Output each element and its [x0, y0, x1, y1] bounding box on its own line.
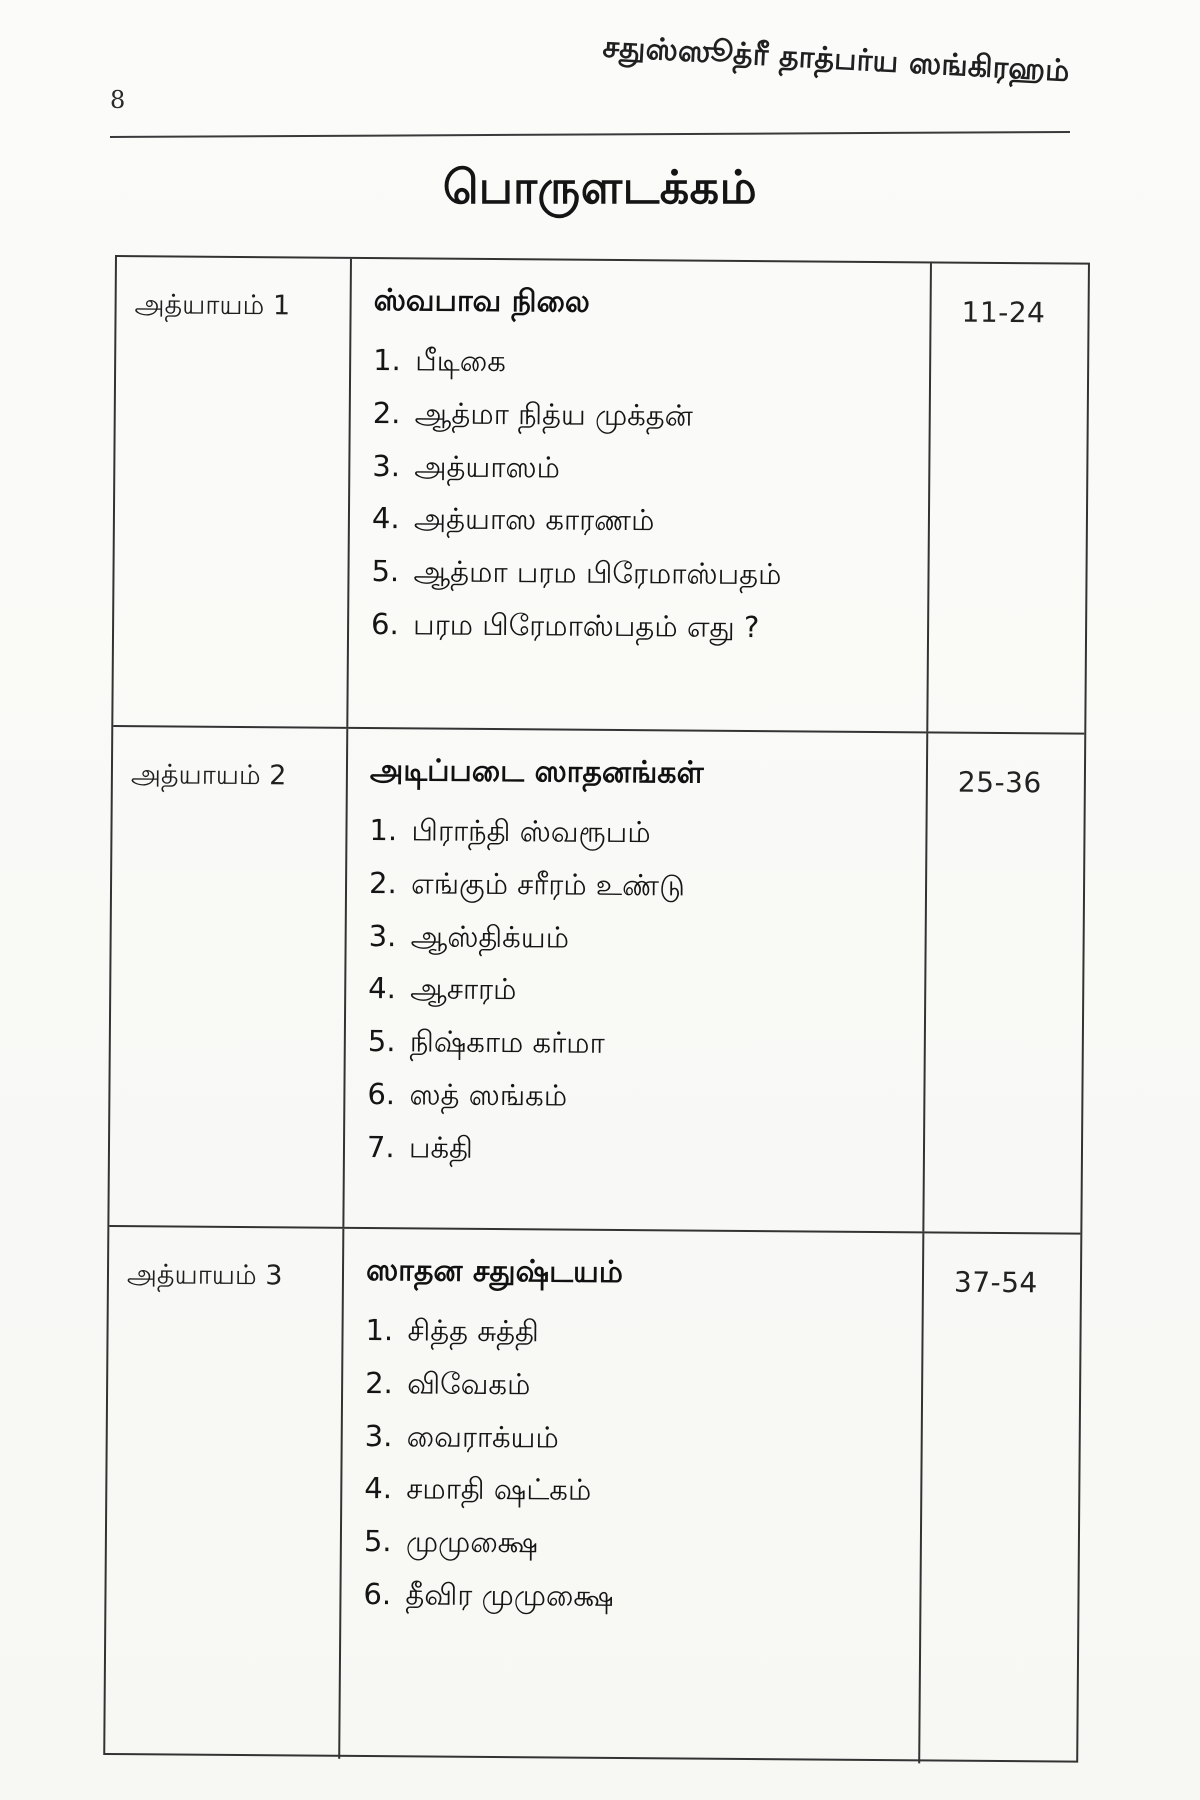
section-number: 6. [370, 606, 399, 642]
section-title: அத்யாஸம் [414, 448, 561, 485]
page-range: 25-36 [957, 765, 1042, 800]
section-title: பீடிகை [415, 343, 506, 379]
section-title: ஆசாரம் [410, 971, 517, 1007]
section-number: 4. [364, 1471, 393, 1506]
chapter-content-cell [344, 729, 928, 1232]
section-title: ஆத்மா நித்ய முக்தன் [414, 396, 693, 433]
chapter-row [109, 727, 1084, 1235]
section-list [367, 804, 926, 1178]
section-item [373, 334, 929, 391]
section-item [364, 1515, 920, 1572]
page-range: 11-24 [961, 295, 1046, 330]
chapter-pages-cell [928, 263, 1088, 732]
chapter-content-cell [340, 1229, 924, 1764]
section-item [368, 962, 924, 1019]
section-title: நிஷ்காம கர்மா [409, 1024, 605, 1060]
section-number: 5. [371, 554, 400, 589]
section-item [363, 1568, 919, 1625]
section-number: 1. [369, 813, 398, 848]
section-item [372, 440, 928, 497]
chapter-heading: அடிப்படை ஸாதனங்கள் [369, 753, 704, 791]
section-item [373, 387, 929, 444]
section-number: 2. [372, 395, 401, 431]
contents-table [103, 255, 1090, 1763]
section-number: 1. [373, 343, 401, 378]
section-item [367, 1068, 923, 1125]
section-title: ஆத்மா பரம பிரேமாஸ்பதம் [413, 554, 782, 592]
section-title: முமுக்ஷை [405, 1524, 539, 1560]
chapter-label: அத்யாயம் 1 [134, 289, 291, 322]
chapter-row [113, 257, 1088, 735]
section-number: 6. [367, 1076, 396, 1112]
chapter-label-cell [109, 727, 348, 1227]
section-number: 5. [363, 1524, 392, 1559]
section-title: சமாதி ஷட்கம் [406, 1471, 592, 1508]
section-number: 1. [365, 1313, 394, 1348]
chapter-pages-cell [924, 733, 1084, 1232]
chapter-label-cell [105, 1227, 344, 1759]
section-title: எங்கும் சரீரம் உண்டு [410, 866, 686, 903]
section-item [365, 1304, 921, 1361]
section-number: 6. [363, 1576, 392, 1612]
section-item [365, 1357, 921, 1414]
chapter-heading: ஸ்வபாவ நிலை [373, 283, 591, 320]
section-list [371, 334, 929, 655]
section-item [365, 1410, 921, 1467]
section-title: பிராந்தி ஸ்வரூபம் [411, 813, 651, 850]
section-title: பக்தி [408, 1129, 474, 1165]
section-item [364, 1462, 920, 1519]
section-title: தீவிர முமுக்ஷை [405, 1577, 614, 1613]
section-number: 3. [368, 918, 397, 953]
page-number: 8 [110, 86, 126, 114]
section-item [368, 910, 924, 967]
chapter-label-cell [113, 257, 352, 727]
section-item [369, 804, 925, 861]
section-number: 5. [367, 1024, 396, 1059]
section-item [367, 1121, 923, 1178]
header-rule [110, 131, 1070, 138]
section-title: வைராக்யம் [406, 1418, 559, 1455]
section-number: 3. [364, 1418, 393, 1453]
section-list [363, 1304, 921, 1625]
chapter-pages-cell [920, 1233, 1080, 1764]
chapter-heading: ஸாதன சதுஷ்டயம் [365, 1253, 624, 1291]
section-title: அத்யாஸ காரணம் [413, 501, 655, 538]
section-title: சித்த சுத்தி [407, 1313, 539, 1349]
page-header [110, 29, 1072, 154]
chapter-label: அத்யாயம் 2 [130, 759, 287, 792]
section-title: பரம பிரேமாஸ்பதம் எது ? [412, 607, 760, 644]
section-item [371, 545, 927, 602]
section-number: 4. [368, 971, 397, 1006]
section-title: ஆஸ்திக்யம் [410, 918, 570, 955]
chapter-label: அத்யாயம் 3 [126, 1259, 283, 1292]
section-number: 3. [372, 448, 401, 483]
chapter-row [105, 1227, 1080, 1765]
contents-title: பொருளடக்கம் [442, 160, 758, 214]
section-number: 2. [368, 865, 397, 900]
section-item [369, 857, 925, 914]
section-number: 2. [365, 1365, 393, 1400]
section-number: 4. [371, 501, 400, 536]
chapter-content-cell [348, 259, 932, 732]
section-item [368, 1015, 924, 1072]
section-item [371, 598, 927, 655]
section-title: ஸத் ஸங்கம் [409, 1077, 568, 1113]
section-item [372, 492, 928, 549]
section-number: 7. [366, 1129, 395, 1164]
running-title: சதுஸ்ஸூத்ரீ தாத்பர்ய ஸங்கிரஹம் [602, 29, 1072, 89]
section-title: விவேகம் [407, 1366, 531, 1402]
page-range: 37-54 [953, 1265, 1038, 1300]
